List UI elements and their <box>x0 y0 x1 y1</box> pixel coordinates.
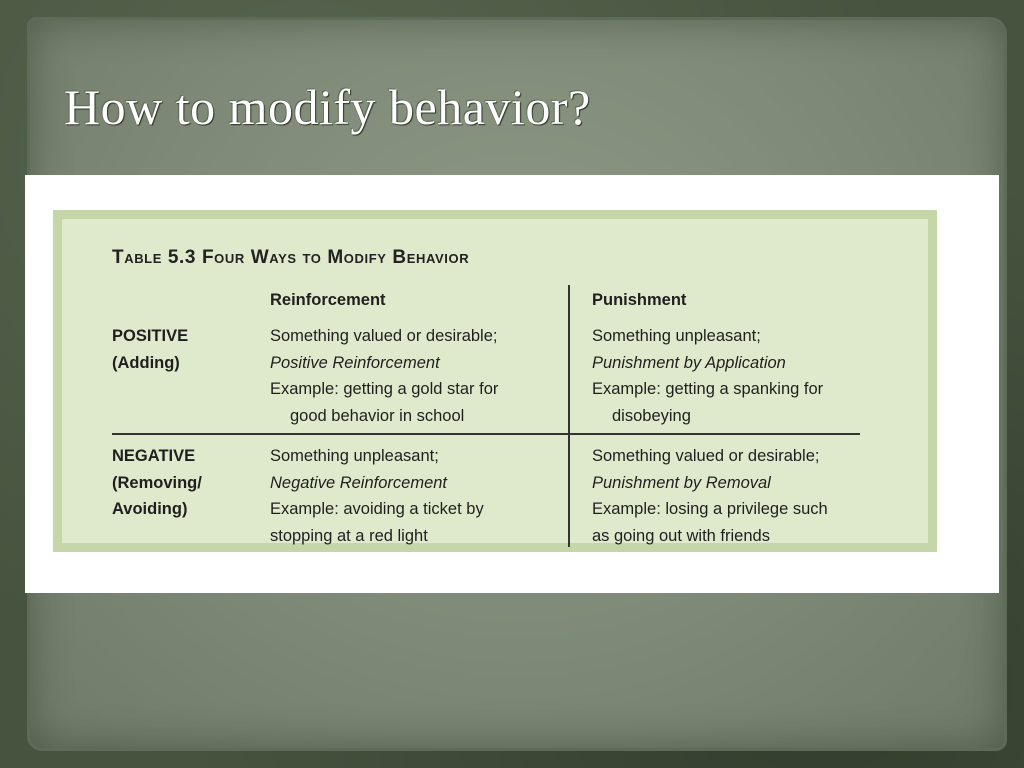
cell-example-continued: stopping at a red light <box>270 526 428 545</box>
row-header-positive <box>112 323 188 376</box>
row-header-negative <box>112 443 202 523</box>
row-header-line: (Adding) <box>112 353 180 372</box>
cell-description: Something unpleasant; <box>270 447 439 465</box>
table-image-panel <box>25 175 999 593</box>
cell-negative-punishment <box>592 443 828 549</box>
cell-description: Something valued or desirable; <box>270 327 498 345</box>
behavior-table <box>53 210 937 552</box>
cell-term: Negative Reinforcement <box>270 473 448 492</box>
cell-term: Positive Reinforcement <box>270 353 440 372</box>
cell-positive-punishment <box>592 323 823 429</box>
slide-title: How to modify behavior? <box>64 79 591 135</box>
cell-term: Punishment by Removal <box>592 473 771 492</box>
cell-example-continued: good behavior in school <box>290 406 465 425</box>
table-caption: Table 5.3 Four Ways to Modify Behavior <box>112 247 470 268</box>
row-header-line: POSITIVE <box>112 327 189 345</box>
row-header-line: (Removing/ <box>112 473 202 492</box>
cell-negative-reinforcement <box>270 443 484 549</box>
cell-example: Example: getting a spanking for <box>592 380 824 398</box>
row-header-line: Avoiding) <box>112 500 188 518</box>
cell-positive-reinforcement <box>270 323 498 429</box>
column-divider <box>568 285 570 547</box>
column-header-punishment: Punishment <box>592 291 687 309</box>
cell-description: Something unpleasant; <box>592 327 761 345</box>
cell-term: Punishment by Application <box>592 353 786 372</box>
column-header-reinforcement: Reinforcement <box>270 291 386 309</box>
cell-example-continued: as going out with friends <box>592 526 770 545</box>
cell-example: Example: losing a privilege such <box>592 500 828 518</box>
cell-example: Example: getting a gold star for <box>270 380 499 398</box>
row-divider <box>112 433 860 435</box>
cell-example-continued: disobeying <box>612 406 691 425</box>
cell-description: Something valued or desirable; <box>592 447 820 465</box>
row-header-line: NEGATIVE <box>112 447 196 465</box>
cell-example: Example: avoiding a ticket by <box>270 500 484 518</box>
